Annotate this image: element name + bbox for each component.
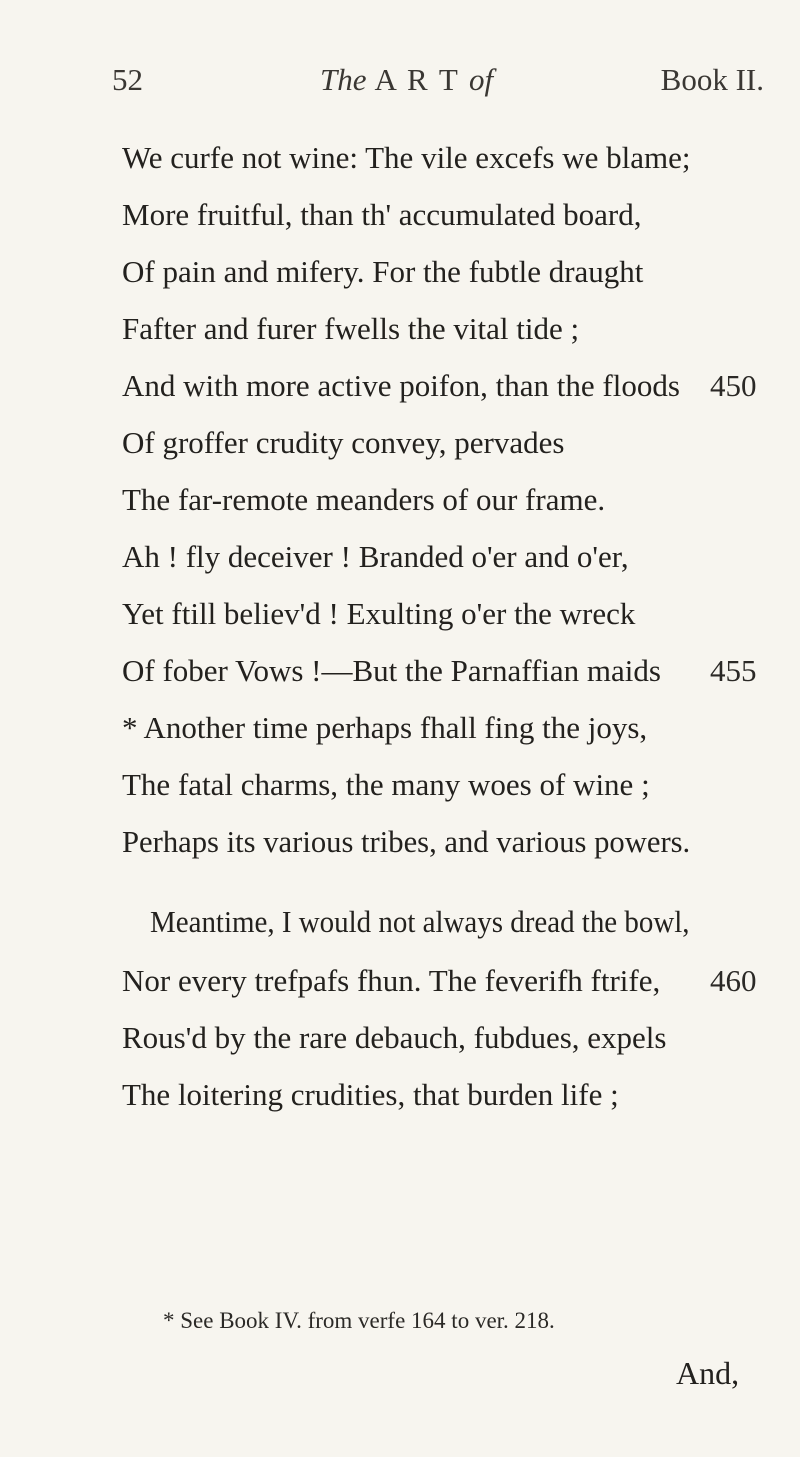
verse-line: Yet ftill believ'd ! Exulting o'er the wreck	[122, 596, 636, 631]
line-number: 455	[710, 653, 757, 688]
title-of: of	[468, 62, 494, 97]
title-the: The	[320, 62, 367, 97]
verse-line: Of fober Vows !—But the Parnaffian maids	[122, 653, 661, 688]
verse-line: The far-remote meanders of our frame.	[122, 482, 606, 517]
verse-line: Meantime, I would not always dread the bowl,	[150, 904, 690, 939]
title-art: A R T	[374, 62, 460, 97]
page-number: 52	[112, 62, 143, 97]
footnote: * See Book IV. from verfe 164 to ver. 218.	[163, 1308, 555, 1333]
verse-line: Nor every trefpafs fhun. The feverifh ftrife,	[122, 963, 661, 998]
verse-line: Of groffer crudity convey, pervades	[122, 425, 565, 460]
verse-line: * Another time perhaps fhall fing the joys,	[122, 710, 648, 745]
verse-line: Perhaps its various tribes, and various powers.	[122, 824, 691, 859]
book-label: Book II.	[660, 62, 764, 97]
catchword: And,	[676, 1355, 740, 1391]
line-number: 450	[710, 368, 757, 403]
verse-line: We curfe not wine: The vile excefs we blame;	[122, 140, 691, 175]
verse-line: The fatal charms, the many woes of wine ;	[122, 767, 650, 802]
running-header	[112, 62, 764, 102]
line-number: 460	[710, 963, 757, 998]
verse-line: Rous'd by the rare debauch, fubdues, expels	[122, 1020, 667, 1055]
verse-line: And with more active poifon, than the floods	[122, 368, 680, 403]
verse-line: The loitering crudities, that burden life ;	[122, 1077, 619, 1112]
verse-line: More fruitful, than th' accumulated board,	[122, 197, 642, 232]
running-title	[320, 62, 493, 98]
verse-line: Of pain and mifery. For the fubtle draught	[122, 254, 644, 289]
verse-line: Ah ! fly deceiver ! Branded o'er and o'er,	[122, 539, 629, 574]
verse-line: Fafter and furer fwells the vital tide ;	[122, 311, 580, 346]
